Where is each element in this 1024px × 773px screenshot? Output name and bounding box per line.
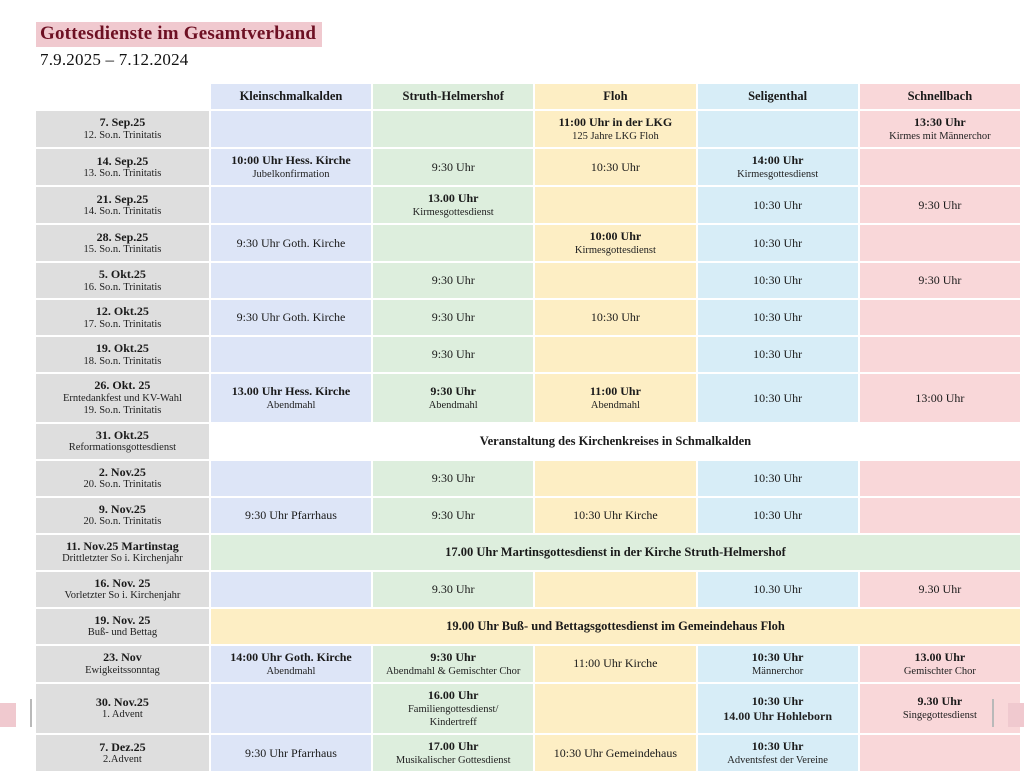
service-time: 14:00 Uhr bbox=[751, 152, 804, 167]
service-cell bbox=[211, 263, 371, 298]
row-date-secondary: Ewigkeitssonntag bbox=[85, 664, 160, 676]
service-detail: Abendmahl bbox=[428, 400, 478, 412]
service-detail: Kirmesgottesdienst bbox=[574, 245, 656, 257]
service-cell bbox=[535, 337, 695, 372]
service-cell bbox=[373, 374, 533, 422]
table-row bbox=[36, 461, 1020, 496]
row-date-cell bbox=[36, 646, 209, 682]
service-time: 9:30 Uhr bbox=[431, 273, 475, 288]
service-detail: Männerchor bbox=[751, 665, 804, 677]
service-cell bbox=[535, 149, 695, 185]
service-cell bbox=[860, 337, 1020, 372]
service-time: 10:30 Uhr bbox=[753, 197, 803, 212]
row-date-primary: 31. Okt.25 bbox=[95, 427, 149, 442]
row-date-primary: 23. Nov bbox=[103, 650, 142, 665]
row-date-primary: 30. Nov.25 bbox=[95, 695, 149, 710]
service-time: 10:30 Uhr Gemeindehaus bbox=[553, 745, 678, 760]
service-cell bbox=[860, 149, 1020, 185]
service-cell bbox=[211, 735, 371, 771]
service-time: 10:30 Uhr bbox=[751, 649, 804, 664]
row-date-primary: 7. Dez.25 bbox=[99, 739, 146, 754]
row-date-secondary: Reformationsgottesdienst bbox=[68, 442, 177, 454]
row-date-secondary: 15. So.n. Trinitatis bbox=[83, 244, 162, 256]
service-cell bbox=[698, 263, 858, 298]
service-cell bbox=[211, 498, 371, 533]
service-cell bbox=[860, 263, 1020, 298]
service-cell bbox=[211, 374, 371, 422]
table-row bbox=[36, 225, 1020, 261]
service-cell bbox=[535, 187, 695, 223]
service-time: 14:00 Uhr Goth. Kirche bbox=[230, 649, 352, 664]
table-row bbox=[36, 263, 1020, 298]
service-time: 9:30 Uhr Goth. Kirche bbox=[236, 235, 346, 250]
service-cell bbox=[211, 461, 371, 496]
service-cell bbox=[211, 300, 371, 335]
row-date-cell bbox=[36, 609, 209, 644]
row-date-secondary: 2.Advent bbox=[103, 754, 142, 766]
service-cell bbox=[860, 300, 1020, 335]
service-cell bbox=[698, 572, 858, 607]
service-cell bbox=[698, 111, 858, 147]
service-time: 9:30 Uhr bbox=[431, 310, 475, 325]
service-cell bbox=[373, 646, 533, 682]
row-date-cell bbox=[36, 111, 209, 147]
row-date-cell bbox=[36, 374, 209, 422]
service-time: 9:30 Uhr Pfarrhaus bbox=[244, 745, 337, 760]
service-cell bbox=[860, 374, 1020, 422]
service-cell bbox=[211, 572, 371, 607]
service-time: 10:30 Uhr bbox=[753, 235, 803, 250]
table-row bbox=[36, 609, 1020, 644]
row-date-cell bbox=[36, 461, 209, 496]
row-date-cell bbox=[36, 263, 209, 298]
row-date-secondary: Buß- und Bettag bbox=[87, 627, 158, 639]
service-cell bbox=[373, 572, 533, 607]
table-row bbox=[36, 111, 1020, 147]
row-date-cell bbox=[36, 187, 209, 223]
service-cell bbox=[535, 263, 695, 298]
service-detail: Abendmahl bbox=[590, 400, 640, 412]
service-time: 10:30 Uhr bbox=[753, 347, 803, 362]
service-cell bbox=[860, 187, 1020, 223]
page-title: Gottesdienste im Gesamtverband bbox=[36, 22, 322, 47]
service-time: 13.00 Uhr bbox=[427, 191, 479, 206]
service-detail: 125 Jahre LKG Floh bbox=[572, 130, 659, 142]
service-detail: Abendmahl & Gemischter Chor bbox=[385, 665, 521, 677]
row-date-secondary: 14. So.n. Trinitatis bbox=[83, 206, 162, 218]
row-date-cell bbox=[36, 149, 209, 185]
service-cell bbox=[211, 187, 371, 223]
service-time: 10:30 Uhr bbox=[753, 310, 803, 325]
service-cell bbox=[373, 498, 533, 533]
row-date-cell bbox=[36, 300, 209, 335]
table-header-row bbox=[36, 84, 1020, 109]
table-row bbox=[36, 149, 1020, 185]
footer-rule-right bbox=[992, 699, 994, 727]
service-detail: Singegottesdienst bbox=[902, 710, 977, 722]
row-date-primary: 2. Nov.25 bbox=[98, 464, 146, 479]
row-date-primary: 28. Sep.25 bbox=[96, 229, 149, 244]
service-cell bbox=[535, 300, 695, 335]
page-subtitle: 7.9.2025 – 7.12.2024 bbox=[40, 49, 189, 69]
service-time: 9:30 Uhr bbox=[431, 470, 475, 485]
row-date-primary: 19. Nov. 25 bbox=[94, 612, 151, 627]
service-cell bbox=[373, 461, 533, 496]
row-date-primary: 5. Okt.25 bbox=[98, 267, 146, 282]
row-date-secondary: 20. So.n. Trinitatis bbox=[83, 516, 162, 528]
table-row bbox=[36, 187, 1020, 223]
service-time: 10:30 Uhr bbox=[753, 470, 803, 485]
service-cell bbox=[373, 225, 533, 261]
service-cell bbox=[535, 374, 695, 422]
service-time: 9:30 Uhr Goth. Kirche bbox=[236, 310, 346, 325]
service-detail: 14.00 Uhr Hohleborn bbox=[723, 708, 833, 723]
service-time: 16.00 Uhr bbox=[427, 687, 479, 702]
service-time: 10:30 Uhr bbox=[753, 390, 803, 405]
document-header bbox=[36, 22, 1006, 70]
service-time: 10:30 Uhr bbox=[753, 507, 803, 522]
service-time: 17.00 Uhr bbox=[427, 739, 479, 754]
row-date-secondary: Erntedankfest und KV-Wahl bbox=[62, 392, 182, 404]
service-time: 10:00 Uhr Hess. Kirche bbox=[231, 152, 351, 167]
service-cell bbox=[698, 461, 858, 496]
row-date-secondary: 16. So.n. Trinitatis bbox=[83, 281, 162, 293]
table-row bbox=[36, 337, 1020, 372]
service-cell bbox=[373, 149, 533, 185]
service-cell bbox=[860, 225, 1020, 261]
row-date-tertiary: 19. So.n. Trinitatis bbox=[83, 405, 162, 417]
service-time: 11:00 Uhr Kirche bbox=[573, 656, 658, 671]
service-time: 9:30 Uhr bbox=[918, 197, 962, 212]
column-header-floh: Floh bbox=[535, 84, 695, 109]
row-span-note: 17.00 Uhr Martinsgottesdienst in der Kirche Struth-Helmershof bbox=[211, 535, 1020, 570]
table-row bbox=[36, 572, 1020, 607]
service-time: 11:00 Uhr in der LKG bbox=[558, 114, 673, 129]
service-time: 13:30 Uhr bbox=[914, 114, 966, 129]
service-cell bbox=[698, 149, 858, 185]
row-span-note: Veranstaltung des Kirchenkreises in Schmalkalden bbox=[211, 424, 1020, 459]
service-time: 11:00 Uhr bbox=[589, 384, 641, 399]
row-date-secondary: 18. So.n. Trinitatis bbox=[83, 355, 162, 367]
service-cell bbox=[373, 187, 533, 223]
row-date-secondary: Vorletzter So i. Kirchenjahr bbox=[64, 590, 181, 602]
service-time: 9.30 Uhr bbox=[918, 581, 962, 596]
service-cell bbox=[535, 646, 695, 682]
footer-swatch-right bbox=[1008, 703, 1024, 727]
service-detail: Gemischter Chor bbox=[903, 665, 976, 677]
service-detail: Musikalischer Gottesdienst bbox=[395, 755, 511, 767]
service-detail: Abendmahl bbox=[266, 400, 316, 412]
footer-swatch-left bbox=[0, 703, 16, 727]
service-cell bbox=[698, 498, 858, 533]
row-date-primary: 7. Sep.25 bbox=[99, 115, 146, 130]
service-time: 9:30 Uhr bbox=[918, 273, 962, 288]
column-header-seligenthal: Seligenthal bbox=[698, 84, 858, 109]
table-row bbox=[36, 735, 1020, 771]
service-cell bbox=[860, 572, 1020, 607]
table-row bbox=[36, 424, 1020, 459]
service-time: 10:30 Uhr bbox=[751, 739, 804, 754]
table-row bbox=[36, 498, 1020, 533]
column-header-struth-helmershof: Struth-Helmershof bbox=[373, 84, 533, 109]
service-time: 9.30 Uhr bbox=[917, 694, 963, 709]
row-span-note: 19.00 Uhr Buß- und Bettagsgottesdienst im Gemeindehaus Floh bbox=[211, 609, 1020, 644]
service-cell bbox=[535, 225, 695, 261]
row-date-cell bbox=[36, 225, 209, 261]
service-detail: Kirmesgottesdienst bbox=[412, 207, 494, 219]
service-cell bbox=[860, 646, 1020, 682]
row-date-primary: 16. Nov. 25 bbox=[94, 575, 151, 590]
service-time: 9:30 Uhr bbox=[430, 649, 477, 664]
service-time: 10:30 Uhr bbox=[751, 693, 804, 708]
service-detail: Kirmes mit Männerchor bbox=[889, 130, 991, 142]
column-header-date bbox=[36, 84, 209, 109]
service-time: 10:30 Uhr bbox=[753, 273, 803, 288]
table-row bbox=[36, 535, 1020, 570]
service-cell bbox=[698, 646, 858, 682]
service-cell bbox=[373, 263, 533, 298]
service-time: 9.30 Uhr bbox=[431, 581, 475, 596]
service-cell bbox=[860, 498, 1020, 533]
row-date-primary: 12. Okt.25 bbox=[95, 304, 149, 319]
row-date-cell bbox=[36, 498, 209, 533]
service-cell bbox=[698, 735, 858, 771]
service-cell bbox=[535, 735, 695, 771]
row-date-primary: 11. Nov.25 Martinstag bbox=[66, 538, 179, 553]
row-date-primary: 26. Okt. 25 bbox=[94, 378, 151, 393]
row-date-cell bbox=[36, 735, 209, 771]
service-cell bbox=[860, 461, 1020, 496]
service-cell bbox=[535, 461, 695, 496]
table-row bbox=[36, 646, 1020, 682]
service-time: 13.00 Uhr bbox=[914, 649, 966, 664]
row-date-secondary: 13. So.n. Trinitatis bbox=[83, 167, 162, 179]
schedule-table bbox=[34, 82, 1022, 773]
row-date-secondary: Drittletzter So i. Kirchenjahr bbox=[62, 553, 183, 565]
row-date-secondary: 20. So.n. Trinitatis bbox=[83, 479, 162, 491]
service-time: 9:30 Uhr bbox=[431, 507, 475, 522]
service-cell bbox=[698, 374, 858, 422]
service-detail: Kirmesgottesdienst bbox=[737, 168, 819, 180]
row-date-cell bbox=[36, 424, 209, 459]
service-time: 10:00 Uhr bbox=[589, 229, 642, 244]
service-cell bbox=[535, 498, 695, 533]
row-date-secondary: 1. Advent bbox=[102, 709, 143, 721]
footer-decoration bbox=[0, 695, 1024, 727]
service-detail: Familiengottesdienst/ bbox=[407, 703, 499, 715]
row-date-primary: 19. Okt.25 bbox=[95, 341, 149, 356]
service-time: 10:30 Uhr bbox=[590, 159, 640, 174]
service-cell bbox=[211, 337, 371, 372]
row-date-primary: 21. Sep.25 bbox=[96, 191, 149, 206]
service-detail: Adventsfest der Vereine bbox=[727, 755, 828, 767]
service-cell bbox=[373, 300, 533, 335]
service-cell bbox=[698, 187, 858, 223]
service-time: 13.00 Uhr Hess. Kirche bbox=[231, 384, 351, 399]
table-row bbox=[36, 300, 1020, 335]
row-date-primary: 14. Sep.25 bbox=[96, 153, 149, 168]
service-detail-extra: Kindertreff bbox=[429, 717, 477, 729]
service-time: 10:30 Uhr bbox=[590, 310, 640, 325]
service-cell bbox=[860, 111, 1020, 147]
service-cell bbox=[860, 735, 1020, 771]
footer-rule-left bbox=[30, 699, 32, 727]
service-detail: Jubelkonfirmation bbox=[252, 168, 330, 180]
column-header-schnellbach: Schnellbach bbox=[860, 84, 1020, 109]
service-cell bbox=[373, 337, 533, 372]
service-cell bbox=[698, 300, 858, 335]
service-cell bbox=[211, 111, 371, 147]
service-cell bbox=[211, 149, 371, 185]
service-time: 9:30 Uhr bbox=[431, 159, 475, 174]
service-cell bbox=[373, 735, 533, 771]
service-time: 9:30 Uhr Pfarrhaus bbox=[244, 507, 337, 522]
service-cell bbox=[211, 646, 371, 682]
row-date-primary: 9. Nov.25 bbox=[98, 501, 146, 516]
row-date-cell bbox=[36, 572, 209, 607]
service-cell bbox=[373, 111, 533, 147]
service-time: 10:30 Uhr Kirche bbox=[573, 507, 658, 522]
service-cell bbox=[535, 111, 695, 147]
row-date-cell bbox=[36, 337, 209, 372]
column-header-kleinschmalkalden: Kleinschmalkalden bbox=[211, 84, 371, 109]
service-time: 10.30 Uhr bbox=[753, 581, 802, 596]
service-cell bbox=[211, 225, 371, 261]
service-time: 9:30 Uhr bbox=[431, 347, 475, 362]
service-cell bbox=[698, 225, 858, 261]
row-date-secondary: 17. So.n. Trinitatis bbox=[83, 318, 162, 330]
service-time: 9:30 Uhr bbox=[430, 384, 477, 399]
service-time: 13:00 Uhr bbox=[915, 390, 965, 405]
service-cell bbox=[535, 572, 695, 607]
service-detail: Abendmahl bbox=[266, 665, 316, 677]
row-date-secondary: 12. So.n. Trinitatis bbox=[83, 129, 162, 141]
row-date-cell bbox=[36, 535, 209, 570]
service-cell bbox=[698, 337, 858, 372]
table-row bbox=[36, 374, 1020, 422]
